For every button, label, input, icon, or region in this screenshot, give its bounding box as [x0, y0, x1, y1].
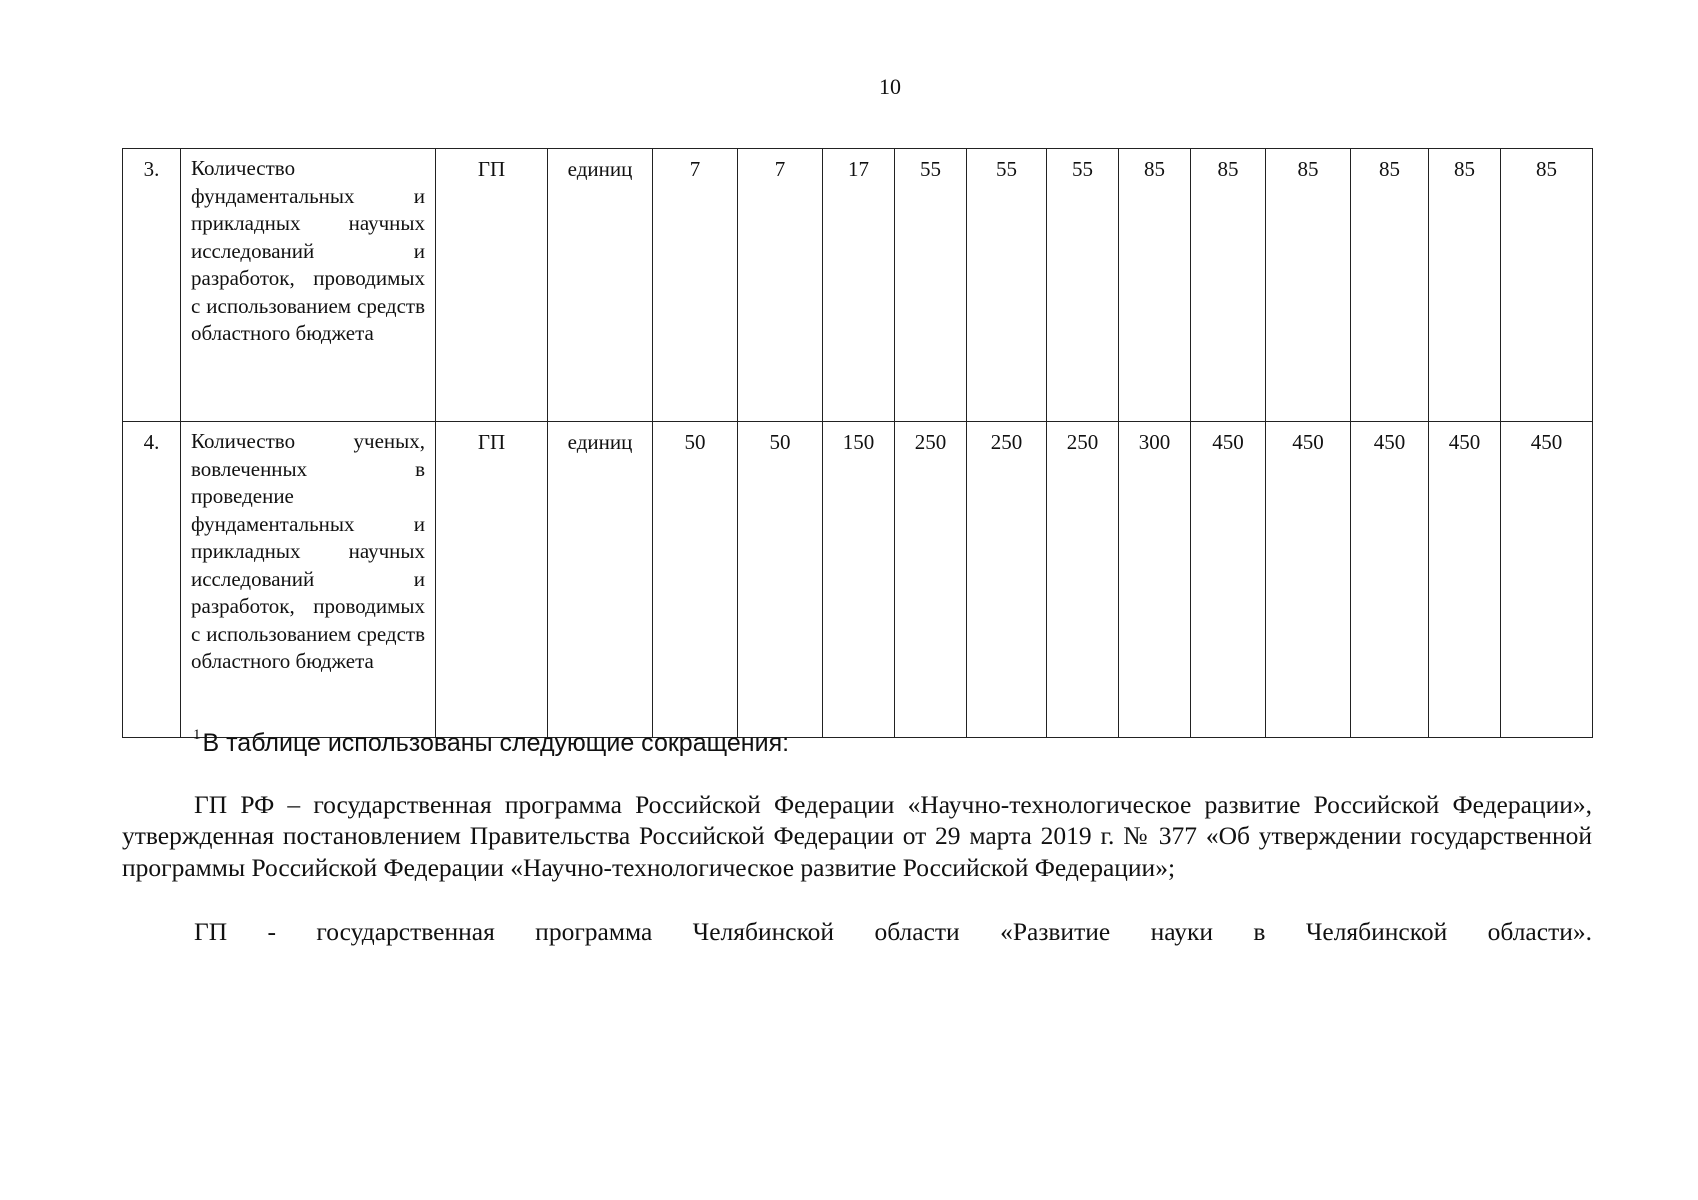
indicator-name: Количество ученых, вовлеченных в проведение фундаментальных и прикладных научных исследований и разработок, проводимых с использованием средств областного бюджета: [181, 422, 436, 738]
indicator-name: Количество фундаментальных и прикладных научных исследований и разработок, проводимых с использованием средств областного бюджета: [181, 149, 436, 422]
abbreviation-gp: ГП - государственная программа Челябинской области «Развитие науки в Челябинской области».: [194, 916, 1592, 946]
value-cell: 55: [967, 149, 1047, 422]
value-cell: 250: [1047, 422, 1119, 738]
value-cell: 450: [1351, 422, 1429, 738]
value-cell: 450: [1501, 422, 1593, 738]
value-cell: 7: [738, 149, 823, 422]
value-cell: 50: [653, 422, 738, 738]
value-cell: 250: [967, 422, 1047, 738]
value-cell: 85: [1429, 149, 1501, 422]
value-cell: 300: [1119, 422, 1191, 738]
value-cell: 250: [895, 422, 967, 738]
page-number: 10: [879, 74, 901, 99]
value-cell: 7: [653, 149, 738, 422]
value-cell: 50: [738, 422, 823, 738]
program-code: ГП: [436, 149, 548, 422]
value-cell: 150: [823, 422, 895, 738]
program-code: ГП: [436, 422, 548, 738]
abbreviation-gp-rf: ГП РФ – государственная программа Российской Федерации «Научно-технологическое развитие Российской Федерации», утвержденная постановлением Правительства Российской Федерации от 29 марта 2019 г. № 377 «Об утверждении государственной программы Российской Федерации «Научно-технологическое развитие Российской Федерации»;: [122, 789, 1592, 882]
footnote: [193, 726, 790, 758]
value-cell: 450: [1191, 422, 1266, 738]
value-cell: 85: [1191, 149, 1266, 422]
value-cell: 17: [823, 149, 895, 422]
unit: единиц: [548, 422, 653, 738]
indicators-table: [122, 148, 1593, 738]
value-cell: 85: [1501, 149, 1593, 422]
row-number: 4.: [123, 422, 181, 738]
table-row: [123, 422, 1593, 738]
footnote-marker: 1: [193, 726, 201, 743]
value-cell: 450: [1266, 422, 1351, 738]
footnote-text: В таблице использованы следующие сокращения:: [202, 729, 790, 757]
value-cell: 85: [1351, 149, 1429, 422]
value-cell: 85: [1266, 149, 1351, 422]
table-row: [123, 149, 1593, 422]
value-cell: 85: [1119, 149, 1191, 422]
row-number: 3.: [123, 149, 181, 422]
value-cell: 55: [895, 149, 967, 422]
value-cell: 55: [1047, 149, 1119, 422]
value-cell: 450: [1429, 422, 1501, 738]
unit: единиц: [548, 149, 653, 422]
